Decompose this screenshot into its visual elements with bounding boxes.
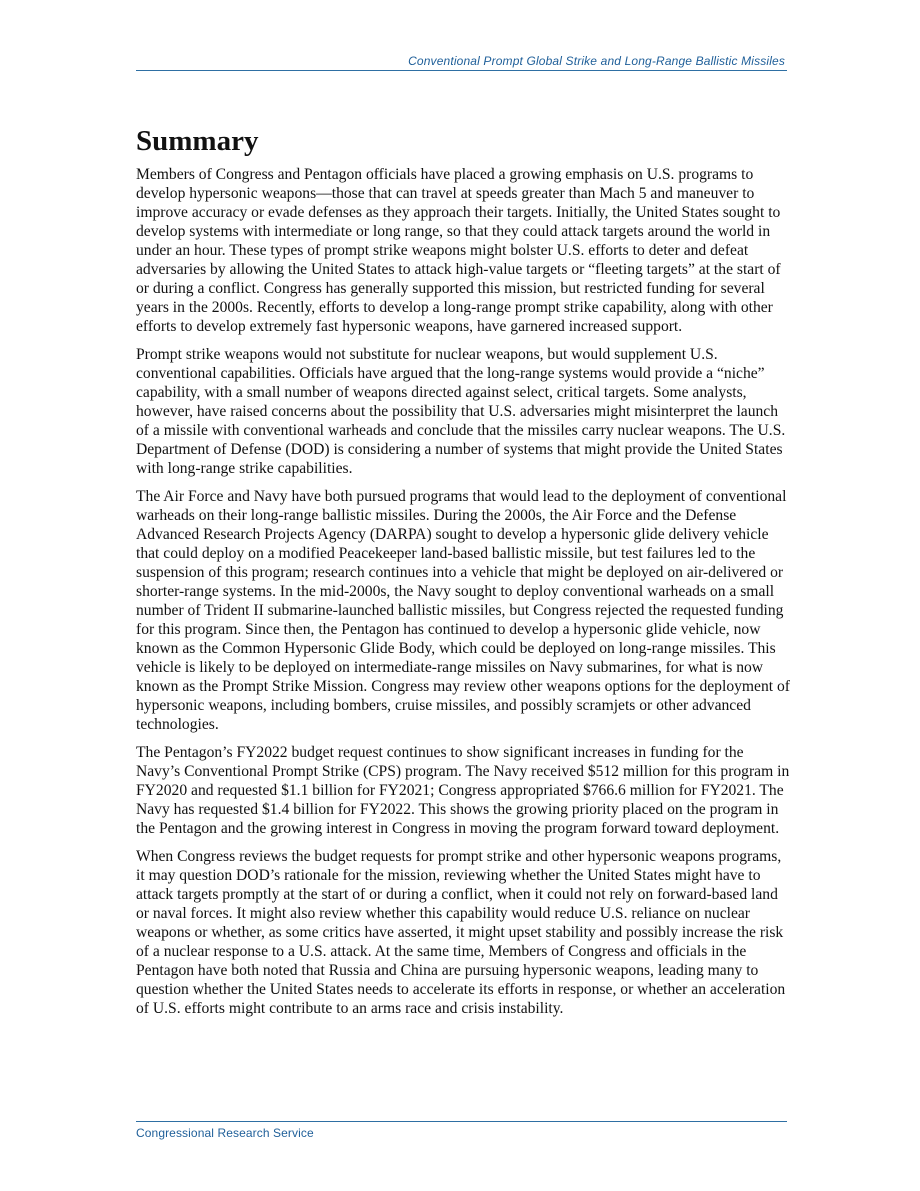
- body-paragraph: The Air Force and Navy have both pursued programs that would lead to the deployment of conventional warheads on their long-range ballistic missiles. During the 2000s, the Air Force and the Defense Advanced Research Projects Agency (DARPA) sought to develop a hypersonic glide delivery vehicle that could deploy on a modified Peacekeeper land-based ballistic missile, but test failures led to the suspension of this program; research continues into a vehicle that might be deployed on air-delivered or shorter-range systems. In the mid-2000s, the Navy sought to deploy conventional warheads on a small number of Trident II submarine-launched ballistic missiles, but Congress rejected the requested funding for this program. Since then, the Pentagon has continued to develop a hypersonic glide vehicle, now known as the Common Hypersonic Glide Body, which could be deployed on long-range missiles. This vehicle is likely to be deployed on intermediate-range missiles on Navy submarines, for what is now known as the Prompt Strike Mission. Congress may review other weapons options for the deployment of hypersonic weapons, including bombers, cruise missiles, and possibly scramjets or other advanced technologies.: [136, 488, 790, 733]
- body-paragraph: When Congress reviews the budget requests for prompt strike and other hypersonic weapons programs, it may question DOD’s rationale for the mission, reviewing whether the United States might have to attack targets promptly at the start of or during a conflict, when it could not rely on forward-based land or naval forces. It might also review whether this capability would reduce U.S. reliance on nuclear weapons or whether, as some critics have asserted, it might upset stability and possibly increase the risk of a nuclear response to a U.S. attack. At the same time, Members of Congress and officials in the Pentagon have both noted that Russia and China are pursuing hypersonic weapons, leading many to question whether the United States needs to accelerate its efforts in response, or whether an acceleration of U.S. efforts might contribute to an arms race and crisis instability.: [136, 848, 786, 1017]
- body-paragraph: Members of Congress and Pentagon officials have placed a growing emphasis on U.S. programs to develop hypersonic weapons—those that can travel at speeds greater than Mach 5 and maneuver to improve accuracy or evade defenses as they approach their targets. Initially, the United States sought to develop systems with intermediate or long range, so that they could attack targets around the world in under an hour. These types of prompt strike weapons might bolster U.S. efforts to deter and defeat adversaries by allowing the United States to attack high-value targets or “fleeting targets” at the start of or during a conflict. Congress has generally supported this mission, but restricted funding for several years in the 2000s. Recently, efforts to develop a long-range prompt strike capability, along with other efforts to develop extremely fast hypersonic weapons, have garnered increased support.: [136, 166, 781, 335]
- page-footer: [136, 1121, 787, 1142]
- body-paragraph: Prompt strike weapons would not substitute for nuclear weapons, but would supplement U.S. conventional capabilities. Officials have argued that the long-range systems would provide a “niche” capability, with a small number of weapons directed against select, critical targets. Some analysts, however, have raised concerns about the possibility that U.S. adversaries might misinterpret the launch of a missile with conventional warheads and conclude that the missiles carry nuclear weapons. The U.S. Department of Defense (DOD) is considering a number of systems that might provide the United States with long-range strike capabilities.: [136, 346, 786, 477]
- section-heading: Summary: [136, 125, 259, 157]
- main-content: [136, 120, 790, 1027]
- running-title: Conventional Prompt Global Strike and Long-Range Ballistic Missiles: [408, 54, 785, 68]
- running-header: [136, 52, 787, 71]
- footer-organization: Congressional Research Service: [136, 1126, 314, 1140]
- body-paragraph: The Pentagon’s FY2022 budget request continues to show significant increases in funding for the Navy’s Conventional Prompt Strike (CPS) program. The Navy received $512 million for this program in FY2020 and requested $1.1 billion for FY2021; Congress appropriated $766.6 million for FY2021. The Navy has requested $1.4 billion for FY2022. This shows the growing priority placed on the program in the Pentagon and the growing interest in Congress in moving the program forward toward deployment.: [136, 744, 790, 837]
